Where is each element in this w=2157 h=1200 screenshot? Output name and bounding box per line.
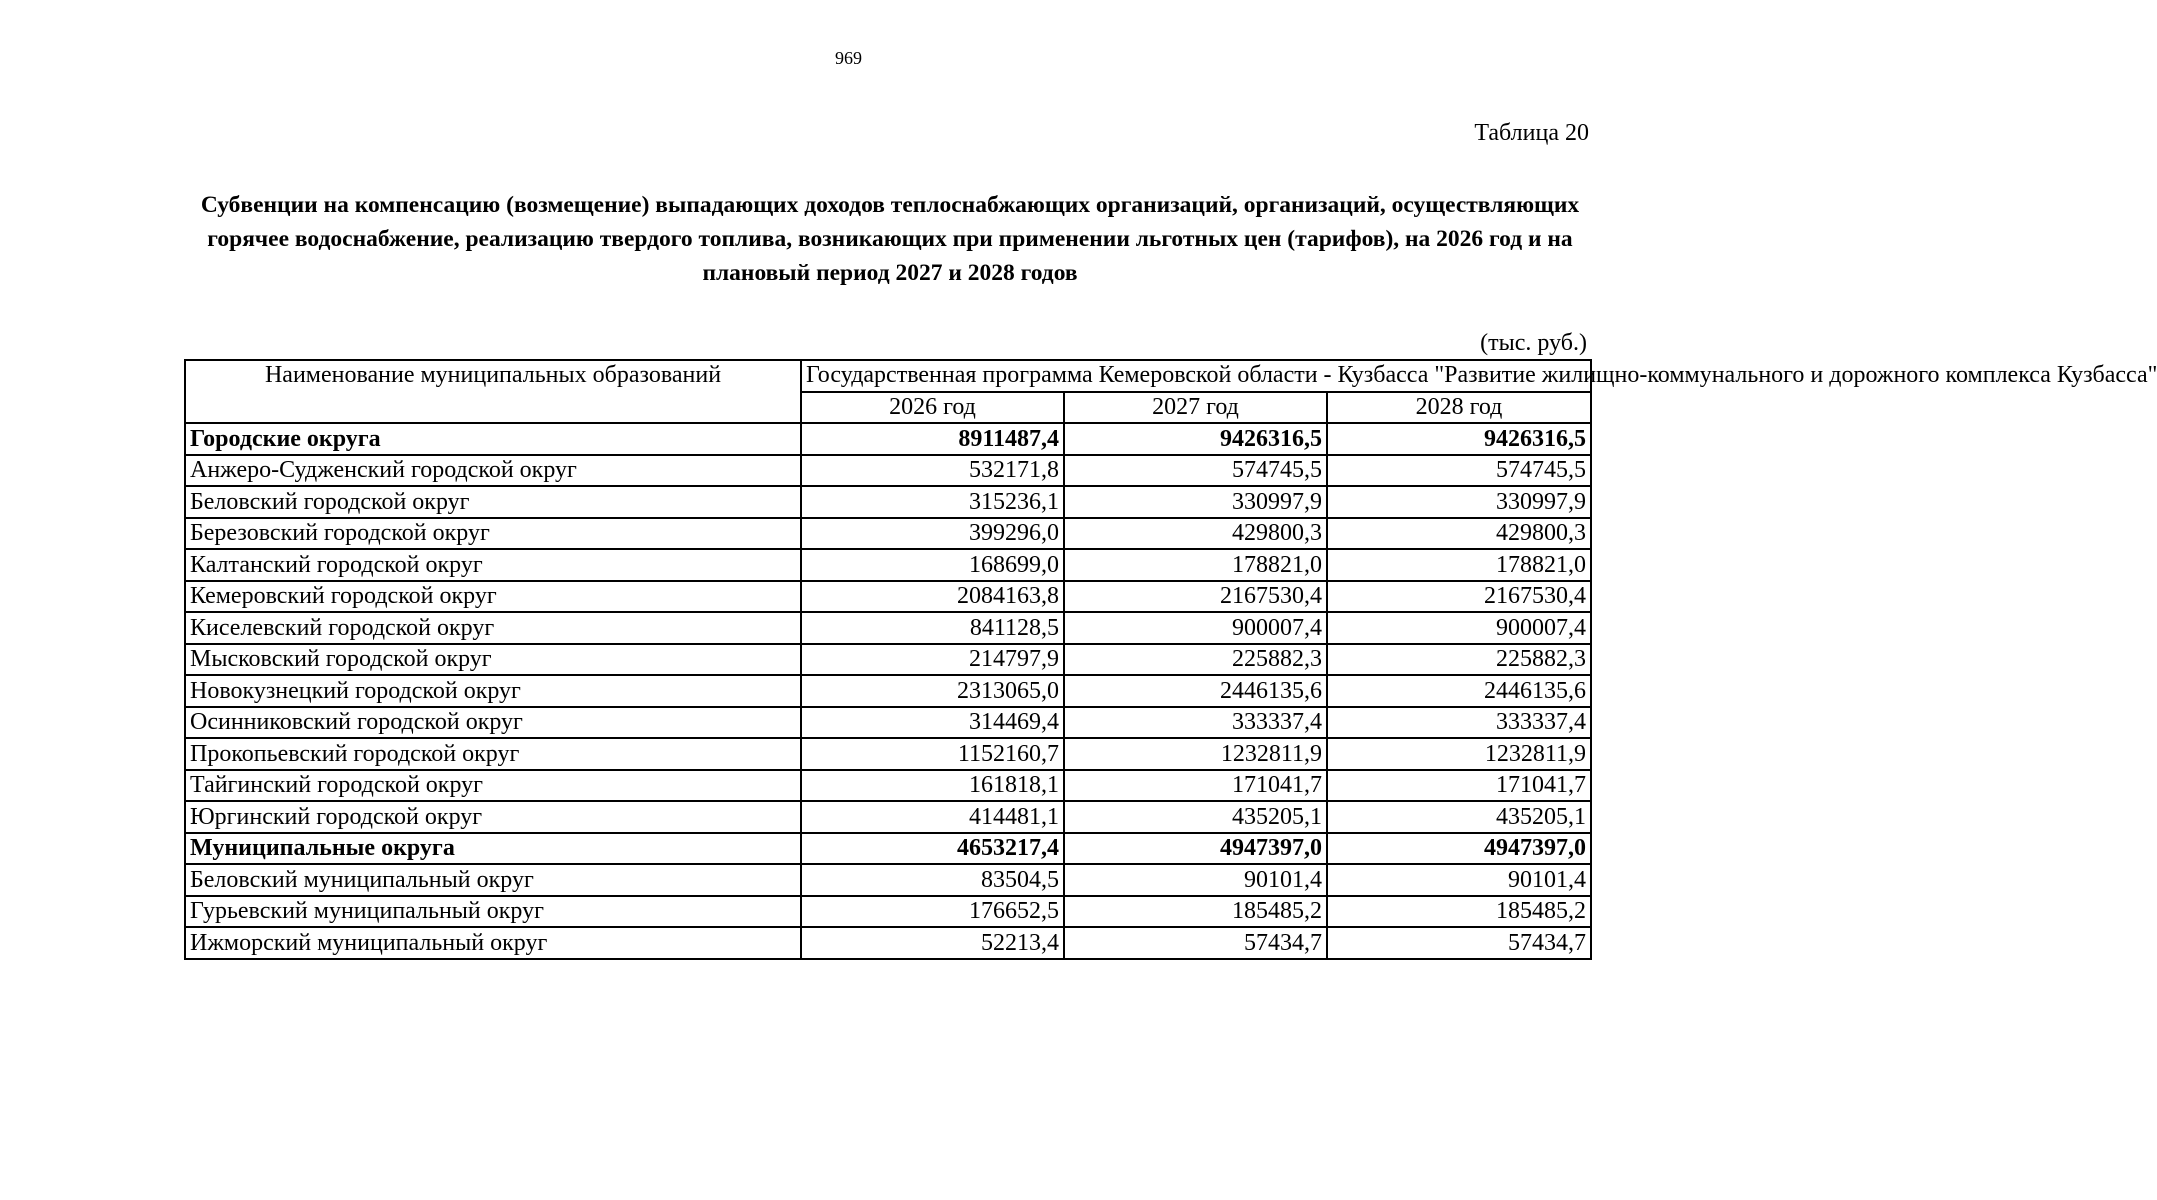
table-group-row (185, 833, 1591, 865)
table-row (185, 896, 1591, 928)
table-body (185, 423, 1591, 959)
amount-cell-2028: 57434,7 (1327, 927, 1591, 959)
table-row (185, 612, 1591, 644)
table-row (185, 864, 1591, 896)
amount-cell-2028: 333337,4 (1327, 707, 1591, 739)
amount-cell-2028: 435205,1 (1327, 801, 1591, 833)
table-header-row (185, 360, 1591, 392)
amount-cell-2026: 532171,8 (801, 455, 1064, 487)
amount-cell-2027: 1232811,9 (1064, 738, 1327, 770)
amount-cell-2027: 2167530,4 (1064, 581, 1327, 613)
table-row (185, 801, 1591, 833)
amount-cell-2027: 900007,4 (1064, 612, 1327, 644)
amount-cell-2028: 1232811,9 (1327, 738, 1591, 770)
municipality-name-cell: Городские округа (185, 423, 801, 455)
table-row (185, 675, 1591, 707)
table-row (185, 644, 1591, 676)
amount-cell-2027: 429800,3 (1064, 518, 1327, 550)
amount-cell-2027: 330997,9 (1064, 486, 1327, 518)
amount-cell-2028: 178821,0 (1327, 549, 1591, 581)
municipality-name-cell: Беловский муниципальный округ (185, 864, 801, 896)
municipality-name-cell: Кемеровский городской округ (185, 581, 801, 613)
amount-cell-2026: 83504,5 (801, 864, 1064, 896)
table-label: Таблица 20 (1474, 120, 1589, 146)
municipality-name-cell: Березовский городской округ (185, 518, 801, 550)
units-label: (тыс. руб.) (1480, 330, 1587, 356)
amount-cell-2027: 90101,4 (1064, 864, 1327, 896)
amount-cell-2026: 315236,1 (801, 486, 1064, 518)
municipality-name-cell: Гурьевский муниципальный округ (185, 896, 801, 928)
header-year-2028: 2028 год (1327, 392, 1591, 424)
municipality-name-cell: Анжеро-Судженский городской округ (185, 455, 801, 487)
table-row (185, 486, 1591, 518)
amount-cell-2028: 330997,9 (1327, 486, 1591, 518)
amount-cell-2027: 2446135,6 (1064, 675, 1327, 707)
amount-cell-2026: 214797,9 (801, 644, 1064, 676)
municipality-name-cell: Новокузнецкий городской округ (185, 675, 801, 707)
table-row (185, 770, 1591, 802)
amount-cell-2026: 168699,0 (801, 549, 1064, 581)
amount-cell-2026: 176652,5 (801, 896, 1064, 928)
amount-cell-2026: 2084163,8 (801, 581, 1064, 613)
amount-cell-2028: 574745,5 (1327, 455, 1591, 487)
amount-cell-2027: 333337,4 (1064, 707, 1327, 739)
header-year-2027: 2027 год (1064, 392, 1327, 424)
table-row (185, 581, 1591, 613)
municipality-name-cell: Осинниковский городской округ (185, 707, 801, 739)
amount-cell-2028: 9426316,5 (1327, 423, 1591, 455)
amount-cell-2026: 314469,4 (801, 707, 1064, 739)
amount-cell-2028: 900007,4 (1327, 612, 1591, 644)
amount-cell-2027: 171041,7 (1064, 770, 1327, 802)
table-row (185, 738, 1591, 770)
municipality-name-cell: Беловский городской округ (185, 486, 801, 518)
amount-cell-2028: 90101,4 (1327, 864, 1591, 896)
document-title: Субвенции на компенсацию (возмещение) выпадающих доходов теплоснабжающих организаций, организаций, осуществляющих горячее водоснабжение, реализацию твердого топлива, возникающих при применении льготных цен (тарифов), на 2026 год и на плановый период 2027 и 2028 годов (200, 192, 1580, 286)
amount-cell-2026: 4653217,4 (801, 833, 1064, 865)
municipality-name-cell: Прокопьевский городской округ (185, 738, 801, 770)
amount-cell-2028: 2167530,4 (1327, 581, 1591, 613)
table-row (185, 518, 1591, 550)
amount-cell-2027: 4947397,0 (1064, 833, 1327, 865)
header-year-2026: 2026 год (801, 392, 1064, 424)
municipality-name-cell: Тайгинский городской округ (185, 770, 801, 802)
amount-cell-2026: 399296,0 (801, 518, 1064, 550)
table-row (185, 707, 1591, 739)
amount-cell-2028: 225882,3 (1327, 644, 1591, 676)
municipality-name-cell: Муниципальные округа (185, 833, 801, 865)
amount-cell-2028: 2446135,6 (1327, 675, 1591, 707)
amount-cell-2026: 1152160,7 (801, 738, 1064, 770)
subsidies-table (184, 359, 2157, 960)
table-row (185, 455, 1591, 487)
amount-cell-2027: 57434,7 (1064, 927, 1327, 959)
amount-cell-2026: 2313065,0 (801, 675, 1064, 707)
municipality-name-cell: Калтанский городской округ (185, 549, 801, 581)
municipality-name-cell: Мысковский городской округ (185, 644, 801, 676)
amount-cell-2028: 429800,3 (1327, 518, 1591, 550)
page-number: 969 (835, 48, 862, 68)
table-group-row (185, 423, 1591, 455)
header-program: Государственная программа Кемеровской области - Кузбасса "Развитие жилищно-коммунального и дорожного комплекса Кузбасса" (801, 360, 1591, 392)
amount-cell-2026: 8911487,4 (801, 423, 1064, 455)
amount-cell-2028: 171041,7 (1327, 770, 1591, 802)
amount-cell-2028: 185485,2 (1327, 896, 1591, 928)
amount-cell-2027: 435205,1 (1064, 801, 1327, 833)
header-municipality-name: Наименование муниципальных образований (185, 360, 801, 423)
amount-cell-2027: 185485,2 (1064, 896, 1327, 928)
table-row (185, 927, 1591, 959)
amount-cell-2026: 414481,1 (801, 801, 1064, 833)
amount-cell-2027: 9426316,5 (1064, 423, 1327, 455)
amount-cell-2027: 178821,0 (1064, 549, 1327, 581)
amount-cell-2027: 225882,3 (1064, 644, 1327, 676)
municipality-name-cell: Юргинский городской округ (185, 801, 801, 833)
amount-cell-2028: 4947397,0 (1327, 833, 1591, 865)
municipality-name-cell: Киселевский городской округ (185, 612, 801, 644)
table-row (185, 549, 1591, 581)
municipality-name-cell: Ижморский муниципальный округ (185, 927, 801, 959)
amount-cell-2027: 574745,5 (1064, 455, 1327, 487)
amount-cell-2026: 161818,1 (801, 770, 1064, 802)
amount-cell-2026: 841128,5 (801, 612, 1064, 644)
amount-cell-2026: 52213,4 (801, 927, 1064, 959)
